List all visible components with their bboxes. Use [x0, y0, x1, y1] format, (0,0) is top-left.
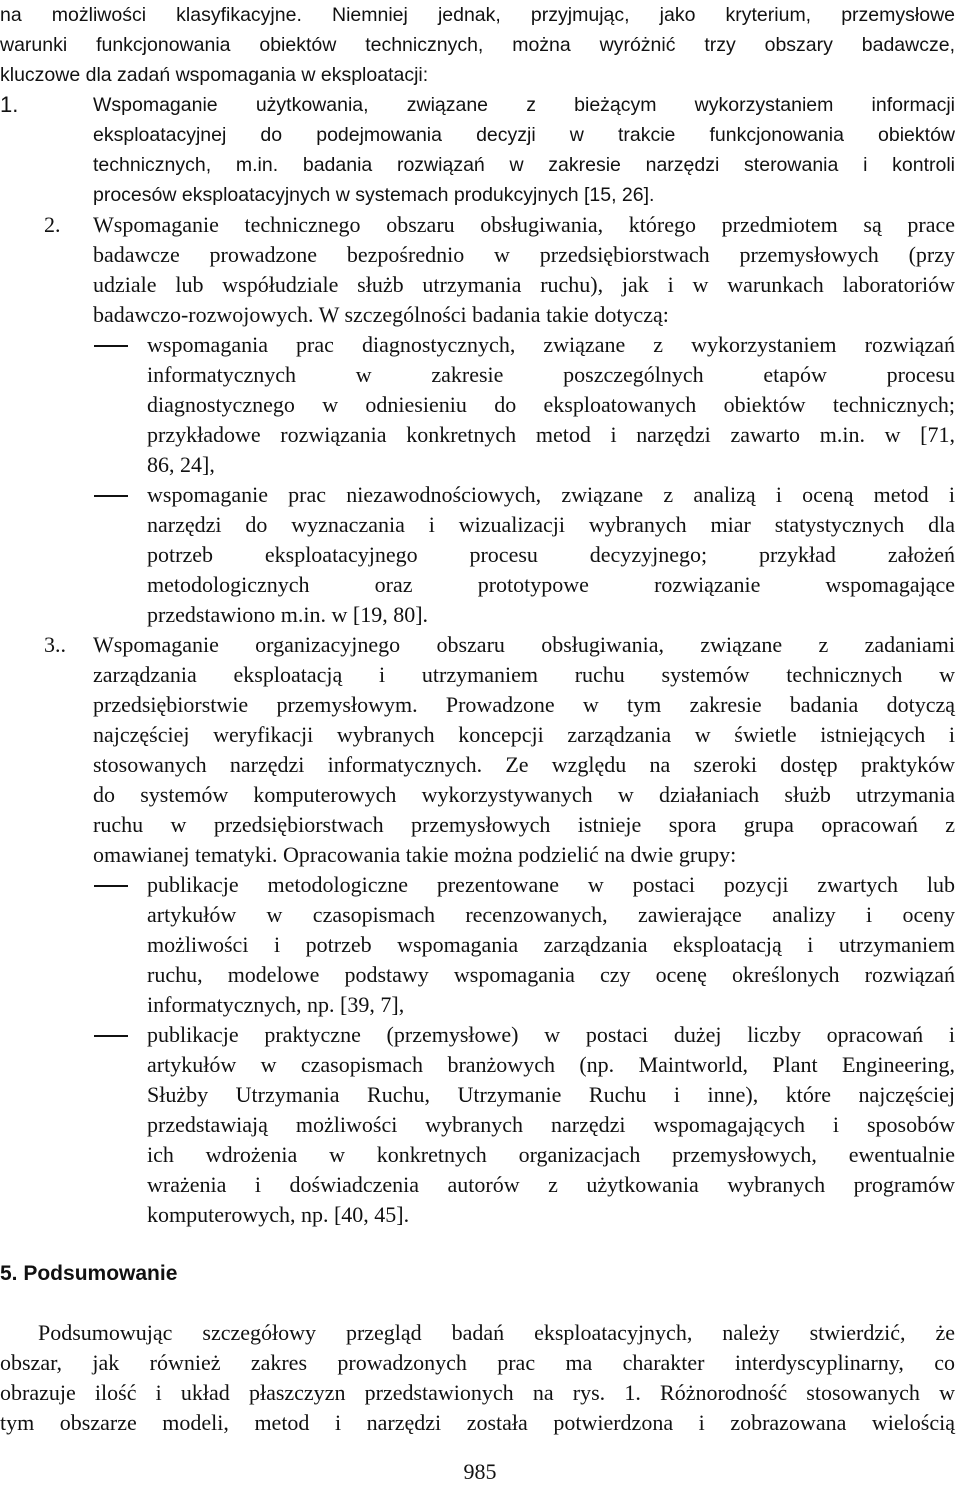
list-number: 2.: [44, 212, 61, 237]
text-line: eksploatacyjnej do podejmowania decyzji w trakcie funkcjonowania obiektów: [93, 124, 955, 146]
text-line: warunki funkcjonowania obiektów technicznych, można wyróżnić trzy obszary badawcze,: [0, 34, 955, 56]
text-line: udziale lub współudziale służb utrzymania ruchu), jak i w warunkach laboratoriów: [93, 272, 955, 297]
text-line: procesów eksploatacyjnych w systemach produkcyjnych [15, 26].: [93, 184, 655, 206]
text-line: komputerowych, np. [40, 45].: [147, 1202, 410, 1227]
text-line: możliwości i potrzeb wspomagania zarządzania eksploatacją i utrzymaniem: [147, 932, 955, 957]
dash-bullet-icon: [94, 495, 128, 497]
text-line: wrażenia i doświadczenia autorów z użytkowania wybranych programów: [147, 1172, 955, 1197]
text-line: informatycznych w zakresie poszczególnych etapów procesu: [147, 362, 955, 387]
list-number: 1.: [0, 92, 19, 117]
text-line: Służby Utrzymania Ruchu, Utrzymanie Ruchu i inne), które najczęściej: [147, 1082, 955, 1107]
text-line: do systemów komputerowych wykorzystywanych w działaniach służb utrzymania: [93, 782, 955, 807]
text-line: artykułów w czasopismach recenzowanych, zawierające analizy i oceny: [147, 902, 955, 927]
text-line: stosowanych narzędzi informatycznych. Ze względu na szeroki dostęp praktyków: [93, 752, 955, 777]
text-line: omawianej tematyki. Opracowania takie można podzielić na dwie grupy:: [93, 842, 737, 867]
text-line: tym obszarze modeli, metod i narzędzi została potwierdzona i zobrazowana wielością: [0, 1410, 955, 1435]
text-line: informatycznych, np. [39, 7],: [147, 992, 405, 1017]
text-line: badawcze prowadzone bezpośrednio w przedsiębiorstwach przemysłowych (przy: [93, 242, 955, 267]
text-line: kluczowe dla zadań wspomagania w eksploatacji:: [0, 64, 429, 86]
text-line: publikacje metodologiczne prezentowane w postaci pozycji zwartych lub: [147, 872, 955, 897]
text-line: technicznych, m.in. badania rozwiązań w zakresie narzędzi sterowania i kontroli: [93, 154, 955, 176]
page-number: 985: [463, 1459, 497, 1484]
text-line: ich wdrożenia w konkretnych organizacjach przemysłowych, ewentualnie: [147, 1142, 955, 1167]
text-line: wspomaganie prac niezawodnościowych, związane z analizą i oceną metod i: [147, 482, 955, 507]
text-line: Wspomaganie organizacyjnego obszaru obsługiwania, związane z zadaniami: [93, 632, 955, 657]
text-line: przedsiębiorstwie przemysłowym. Prowadzone w tym zakresie badania dotyczą: [93, 692, 955, 717]
text-line: zarządzania eksploatacją i utrzymaniem ruchu systemów technicznych w: [93, 662, 955, 687]
text-line: najczęściej weryfikacji wybranych koncepcji zarządzania w świetle istniejących i: [93, 722, 955, 747]
text-line: narzędzi do wyznaczania i wizualizacji wybranych miar statystycznych dla: [147, 512, 955, 537]
text-line: badawczo-rozwojowych. W szczególności badania takie dotyczą:: [93, 302, 669, 327]
text-line: publikacje praktyczne (przemysłowe) w postaci dużej liczby opracowań i: [147, 1022, 955, 1047]
dash-bullet-icon: [94, 885, 128, 887]
text-line: wspomagania prac diagnostycznych, związane z wykorzystaniem rozwiązań: [147, 332, 955, 357]
text-line: przedstawiają możliwości wybranych narzędzi wspomagających i sposobów: [147, 1112, 955, 1137]
dash-bullet-icon: [94, 345, 128, 347]
text-line: artykułów w czasopismach branżowych (np. Maintworld, Plant Engineering,: [147, 1052, 955, 1077]
text-line: Wspomaganie użytkowania, związane z bieżącym wykorzystaniem informacji: [93, 94, 955, 116]
text-line: Podsumowując szczegółowy przegląd badań eksploatacyjnych, należy stwierdzić, że: [38, 1320, 955, 1345]
text-line: przedstawiono m.in. w [19, 80].: [147, 602, 429, 627]
text-line: obszar, jak również zakres prowadzonych prac ma charakter interdyscyplinarny, co: [0, 1350, 955, 1375]
dash-bullet-icon: [94, 1035, 128, 1037]
list-number: 3..: [44, 632, 66, 657]
text-line: obrazuje ilość i układ płaszczyzn przedstawionych na rys. 1. Różnorodność stosowanych w: [0, 1380, 955, 1405]
text-line: diagnostycznego w odniesieniu do eksploatowanych obiektów technicznych;: [147, 392, 955, 417]
text-line: 86, 24],: [147, 452, 215, 477]
text-line: potrzeb eksploatacyjnego procesu decyzyjnego; przykład założeń: [147, 542, 955, 567]
text-line: Wspomaganie technicznego obszaru obsługiwania, którego przedmiotem są prace: [93, 212, 955, 237]
section-heading: 5. Podsumowanie: [0, 1262, 178, 1285]
text-line: ruchu, modelowe podstawy wspomagania czy ocenę określonych rozwiązań: [147, 962, 955, 987]
text-line: na możliwości klasyfikacyjne. Niemniej jednak, przyjmując, jako kryterium, przemysłowe: [0, 4, 955, 26]
text-line: przykładowe rozwiązania konkretnych metod i narzędzi zawarto m.in. w [71,: [147, 422, 955, 447]
text-line: metodologicznych oraz prototypowe rozwiązanie wspomagające: [147, 572, 955, 597]
text-line: ruchu w przedsiębiorstwach przemysłowych istnieje spora grupa opracowań z: [93, 812, 955, 837]
